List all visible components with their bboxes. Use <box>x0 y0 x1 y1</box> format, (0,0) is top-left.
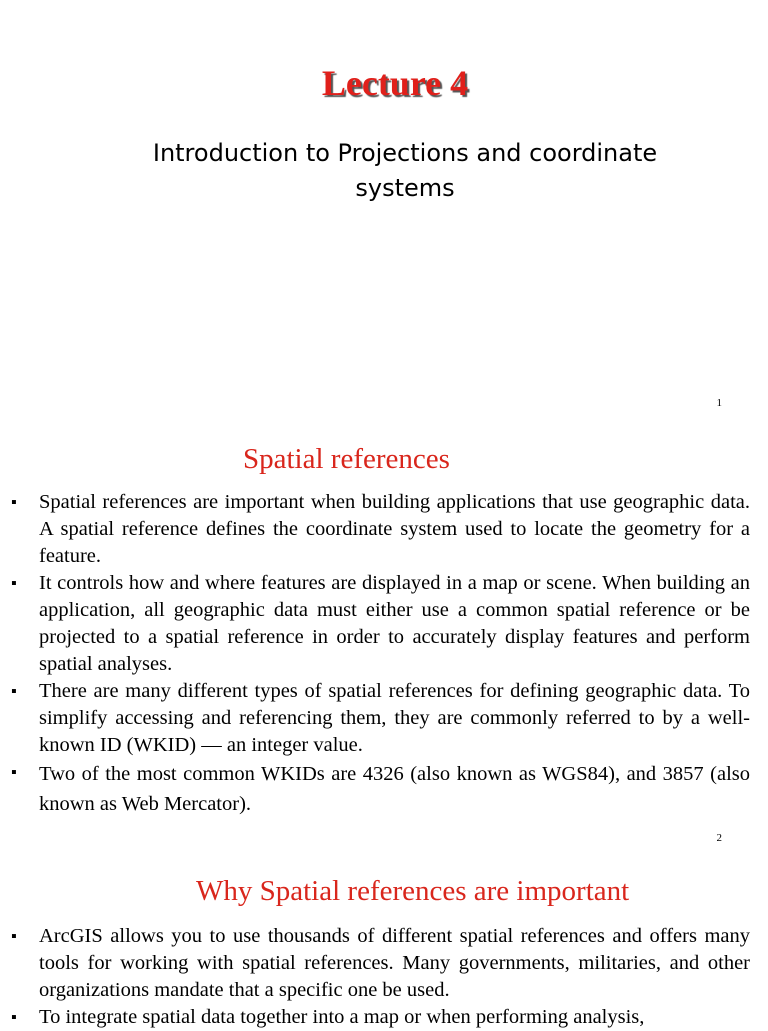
bullet-item <box>0 489 750 570</box>
page-number: 2 <box>716 832 722 844</box>
lecture-title: Lecture 4 <box>321 63 469 103</box>
page-number: 1 <box>716 397 722 409</box>
slide-title: Why Spatial references are important <box>196 875 630 907</box>
square-bullet-icon: ▪ <box>11 683 17 700</box>
bullet-list <box>0 923 750 1031</box>
slide-2 <box>0 425 768 855</box>
bullet-text: There are many different types of spatial references for defining geographic data. To simplify accessing and referencing them, they are commonly referred to by a well-known ID (WKID) — an integer value. <box>39 680 750 756</box>
bullet-list <box>0 489 750 819</box>
bullet-item <box>0 570 750 678</box>
square-bullet-icon: ▪ <box>11 494 17 511</box>
slide-1 <box>0 0 768 425</box>
square-bullet-icon: ▪ <box>11 575 17 592</box>
bullet-item <box>0 678 750 759</box>
bullet-item <box>0 923 750 1004</box>
bullet-item <box>0 759 750 819</box>
bullet-text: To integrate spatial data together into a map or when performing analysis, <box>39 1006 645 1028</box>
slide-3 <box>0 855 768 1028</box>
bullet-text: Two of the most common WKIDs are 4326 (also known as WGS84), and 3857 (also known as Web Mercator). <box>39 763 750 815</box>
bullet-text: It controls how and where features are displayed in a map or scene. When building an application, all geographic data must either use a common spatial reference or be projected to a spatial reference in order to accurately display features and perform spatial analyses. <box>39 572 750 675</box>
bullet-item <box>0 1004 750 1031</box>
bullet-text: ArcGIS allows you to use thousands of different spatial references and offers many tools for working with spatial references. Many governments, militaries, and other organizations mandate that a specific one be used. <box>39 925 750 1001</box>
square-bullet-icon: ▪ <box>11 764 17 781</box>
bullet-text: Spatial references are important when building applications that use geographic data. A spatial reference defines the coordinate system used to locate the geometry for a feature. <box>39 491 750 567</box>
square-bullet-icon: ▪ <box>11 1009 17 1026</box>
lecture-subtitle: Introduction to Projections and coordinate systems <box>152 139 658 202</box>
square-bullet-icon: ▪ <box>11 928 17 945</box>
slide-title: Spatial references <box>243 443 450 475</box>
